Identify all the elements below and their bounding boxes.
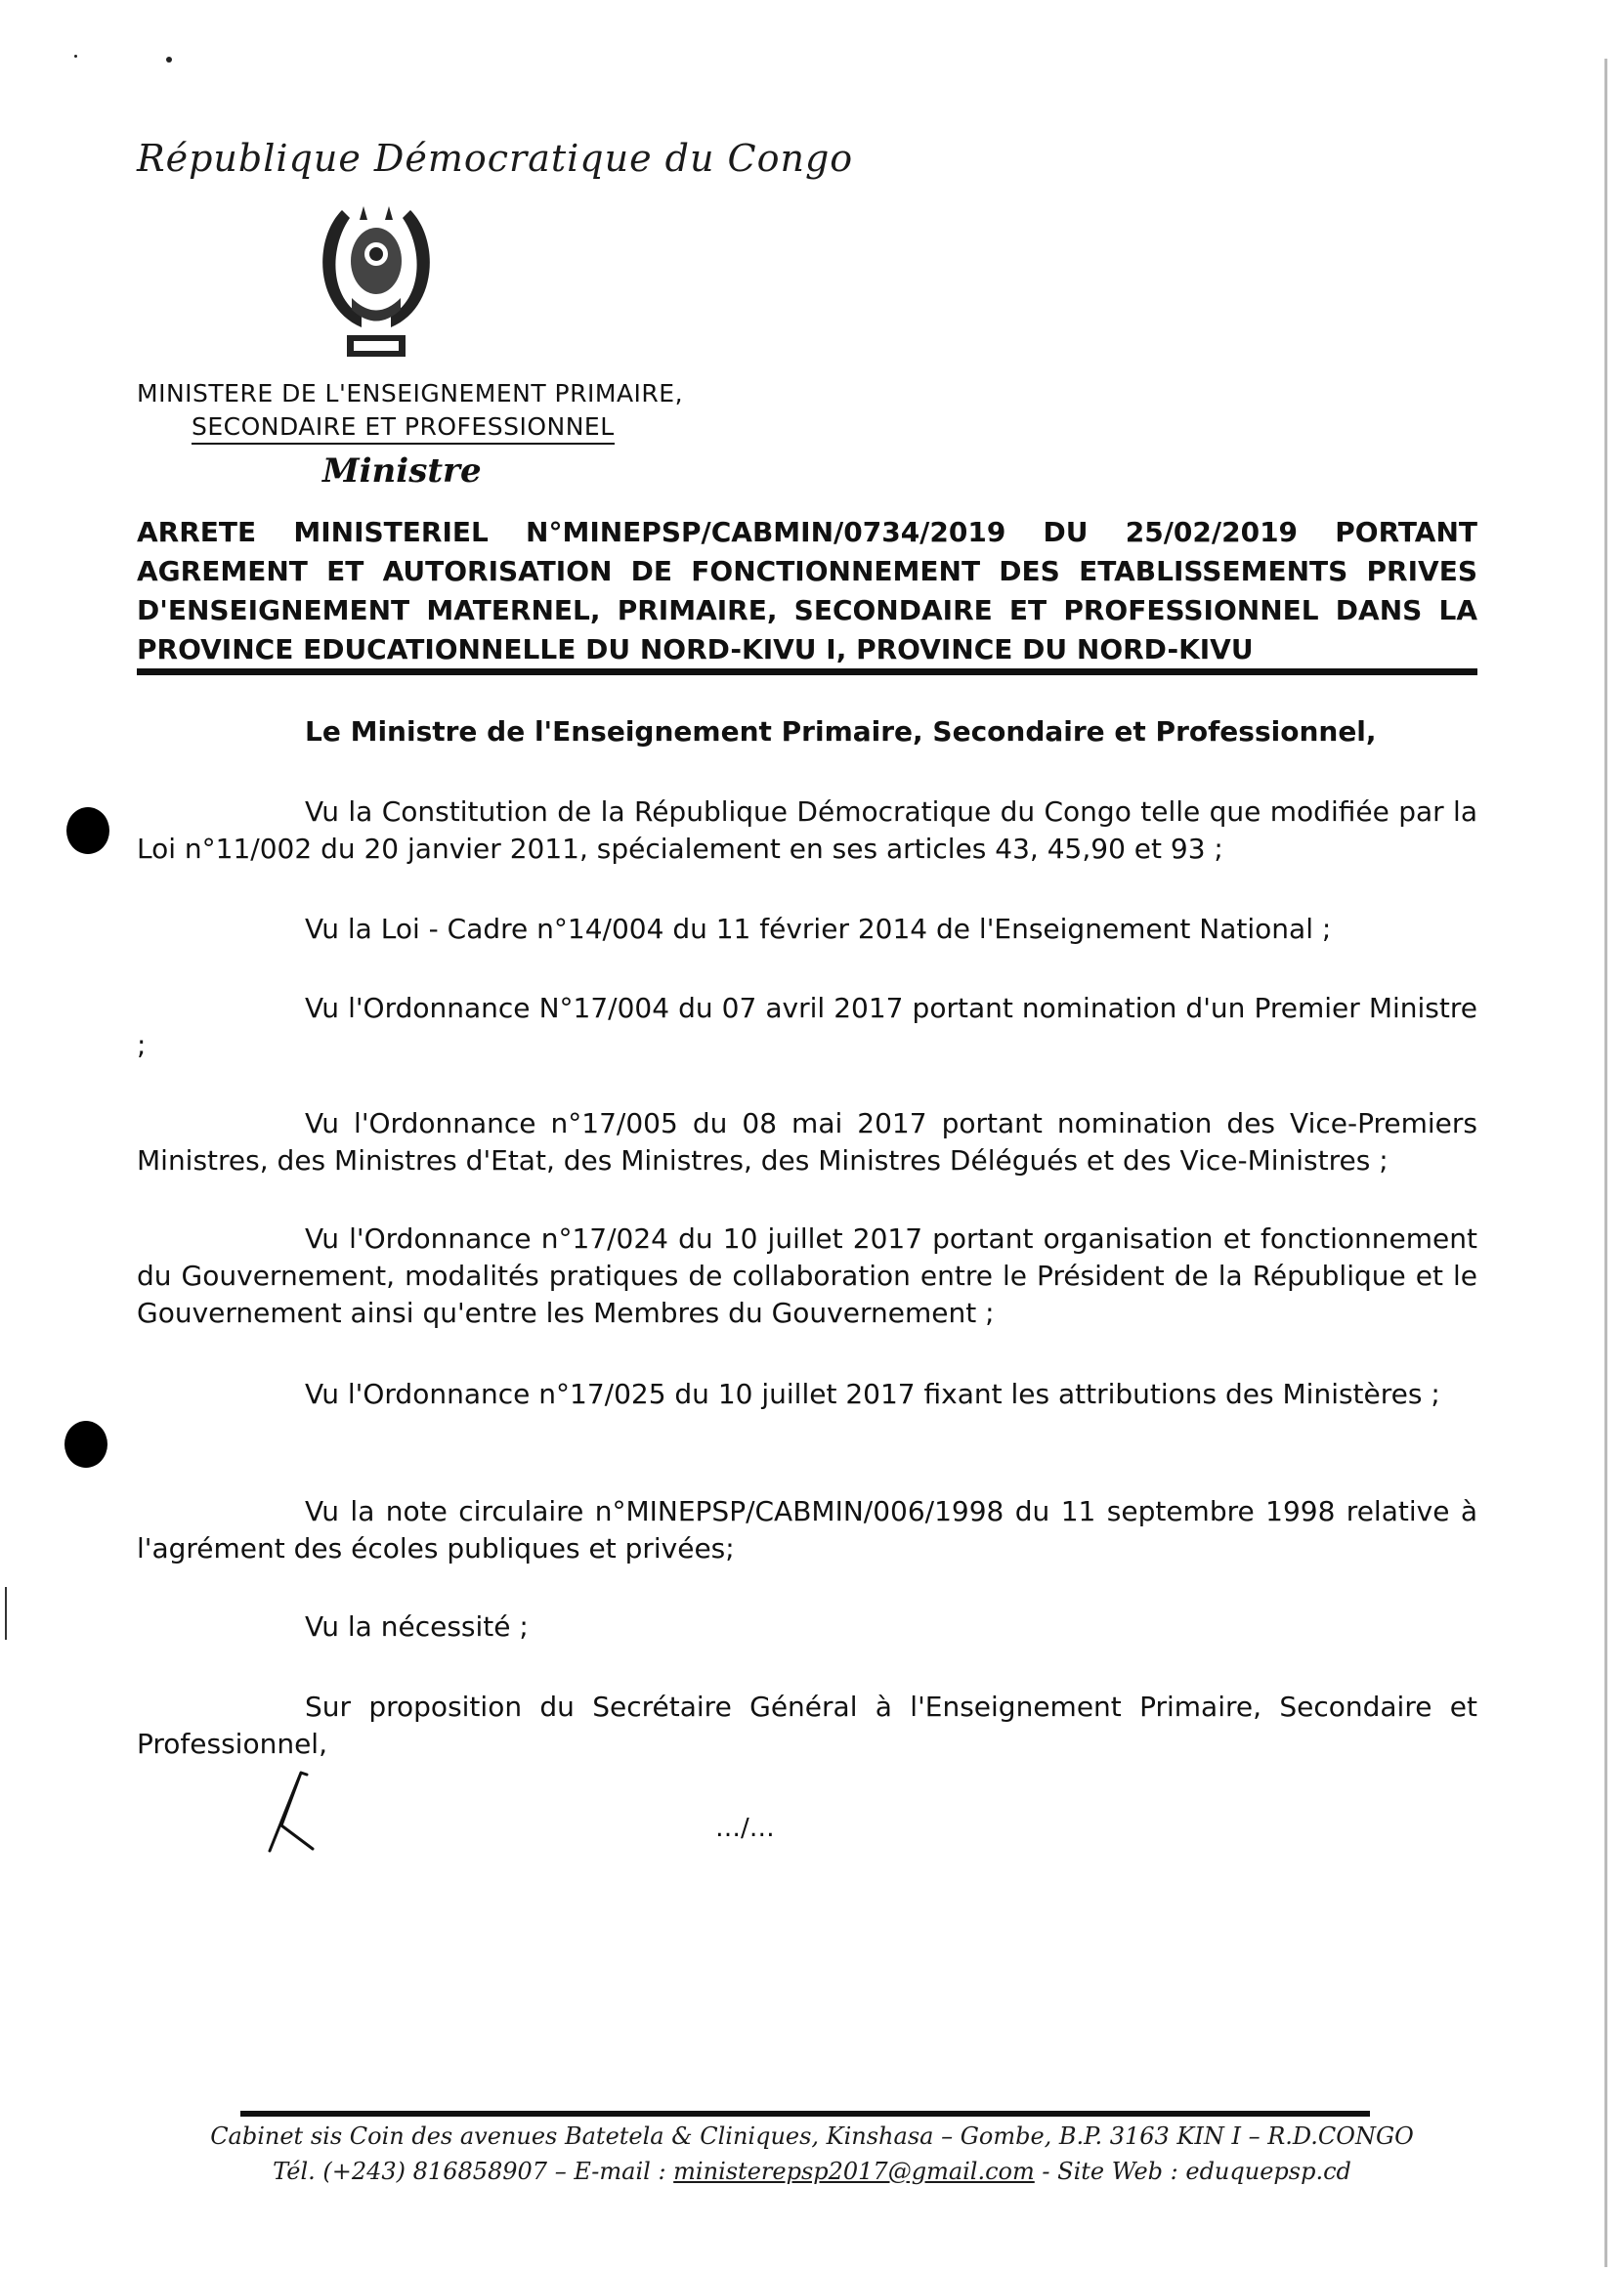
footer-site-link[interactable]: eduquepsp.cd [1185, 2158, 1351, 2185]
recital-paragraph [137, 1221, 1477, 1332]
decree-title-line: PROVINCE EDUCATIONNELLE DU NORD-KIVU I, PROVINCE DU NORD-KIVU [137, 633, 1254, 665]
ministry-name-line2: SECONDAIRE ET PROFESSIONNEL [192, 412, 615, 445]
country-heading: République Démocratique du Congo [137, 137, 854, 180]
recital-text: Sur proposition du Secrétaire Général à l'Enseignement Primaire, Secondaire et Professionnel, [137, 1691, 1477, 1760]
decree-title-line: AGREMENT ET AUTORISATION DE FONCTIONNEMENT DES ETABLISSEMENTS PRIVES [137, 555, 1477, 587]
recital-text: Vu l'Ordonnance n°17/025 du 10 juillet 2017 fixant les attributions des Ministères ; [305, 1378, 1440, 1410]
recital-paragraph [137, 1493, 1477, 1567]
decree-subject: Le Ministre de l'Enseignement Primaire, Secondaire et Professionnel, [305, 715, 1377, 748]
decree-title-line: ARRETE MINISTERIEL N°MINEPSP/CABMIN/0734/2019 DU 25/02/2019 PORTANT [137, 516, 1477, 548]
recital-paragraph [137, 1376, 1477, 1413]
recital-text: Vu la nécessité ; [305, 1610, 529, 1643]
recital-paragraph [137, 1608, 1477, 1646]
scan-margin-line [5, 1587, 7, 1640]
recital-text: Vu la Constitution de la République Démocratique du Congo telle que modifiée par la Loi n°11/002 du 20 janvier 2011, spécialement en ses articles 43, 45,90 et 93 ; [137, 795, 1477, 865]
recital-paragraph [137, 1689, 1477, 1763]
minister-label: Ministre [322, 451, 482, 491]
punch-hole-top [66, 807, 109, 854]
recital-paragraph [137, 990, 1477, 1064]
ministry-name-line1: MINISTERE DE L'ENSEIGNEMENT PRIMAIRE, [137, 379, 684, 407]
recital-text: Vu l'Ordonnance N°17/004 du 07 avril 2017 portant nomination d'un Premier Ministre ; [137, 992, 1477, 1061]
recital-text: Vu l'Ordonnance n°17/024 du 10 juillet 2017 portant organisation et fonctionnement du Gouvernement, modalités pratiques de collaboration entre le Président de la République et le Gouvernement ainsi qu'entre les Membres du Gouvernement ; [137, 1222, 1477, 1329]
footer-address: Cabinet sis Coin des avenues Batetela & Cliniques, Kinshasa – Gombe, B.P. 3163 KIN I – R.D.CONGO [210, 2122, 1414, 2150]
footer-site-label: - Site Web : [1034, 2158, 1186, 2185]
recital-paragraph [137, 793, 1477, 868]
recital-paragraph [137, 911, 1477, 948]
scan-speck [74, 55, 77, 58]
decree-title-line: D'ENSEIGNEMENT MATERNEL, PRIMAIRE, SECONDAIRE ET PROFESSIONNEL DANS LA [137, 594, 1477, 626]
title-divider [137, 668, 1477, 675]
recital-text: Vu la note circulaire n°MINEPSP/CABMIN/006/1998 du 11 septembre 1998 relative à l'agrément des écoles publiques et privées; [137, 1495, 1477, 1565]
scan-speck [166, 57, 172, 63]
handwritten-initials [262, 1767, 330, 1855]
punch-hole-bottom [64, 1421, 107, 1468]
recital-paragraph [137, 1105, 1477, 1179]
footer-divider [240, 2111, 1370, 2117]
footer-email-link[interactable]: ministerepsp2017@gmail.com [673, 2158, 1035, 2185]
decree-title [137, 513, 1477, 669]
recital-text: Vu la Loi - Cadre n°14/004 du 11 février 2014 de l'Enseignement National ; [305, 913, 1332, 945]
footer-phone: Tél. (+243) 816858907 – E-mail : [273, 2158, 674, 2185]
recital-text: Vu l'Ordonnance n°17/005 du 08 mai 2017 portant nomination des Vice-Premiers Ministres, des Ministres d'Etat, des Ministres, des Ministres Délégués et des Vice-Ministres ; [137, 1107, 1477, 1177]
scan-right-edge [1604, 59, 1607, 2267]
page-continuation-mark: …/… [715, 1814, 775, 1843]
footer-contact [0, 2158, 1624, 2185]
coat-of-arms-icon [303, 200, 449, 366]
